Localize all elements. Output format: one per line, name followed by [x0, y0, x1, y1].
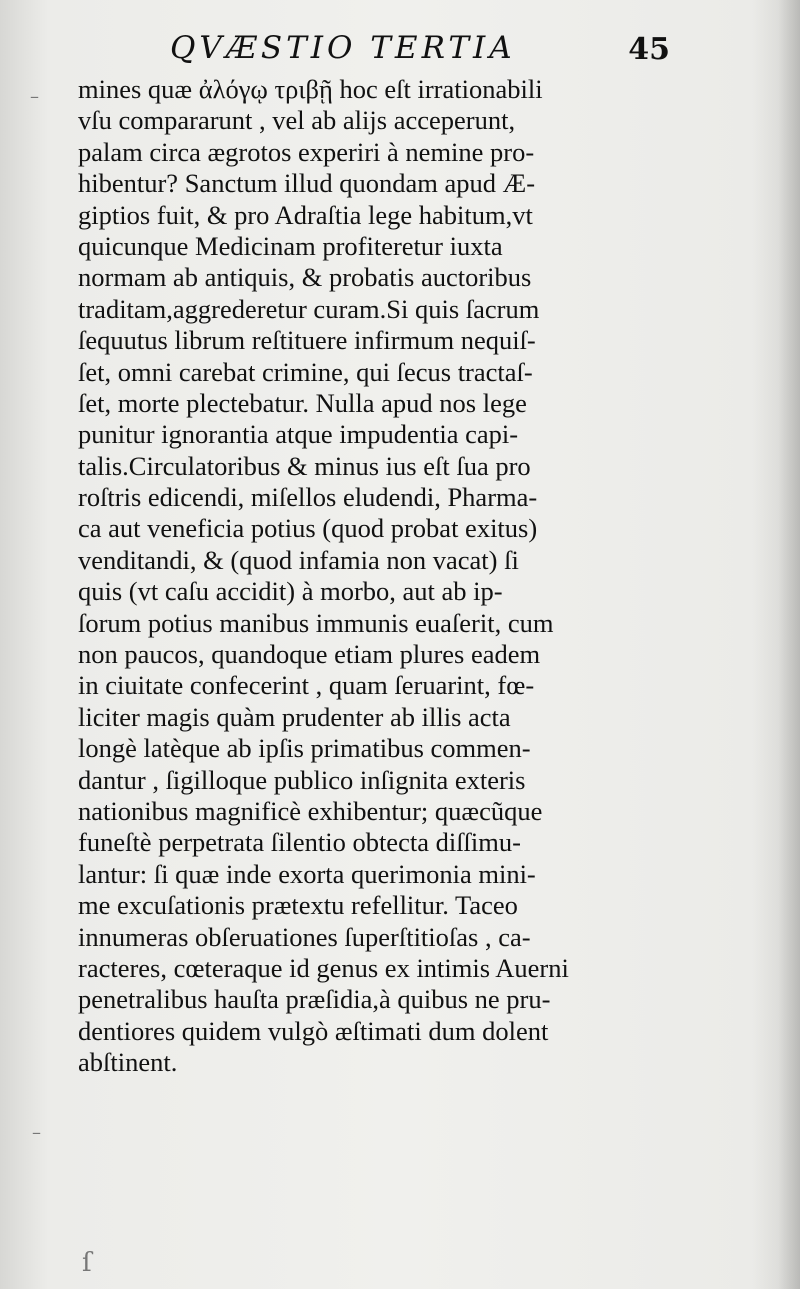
- text-line: innumeras obſeruationes ſuperſtitioſas , ca-: [78, 921, 531, 952]
- text-line: traditam,aggrederetur curam.Si quis ſacrum: [78, 293, 540, 324]
- page-header: [170, 28, 670, 78]
- text-line: nationibus magnificè exhibentur; quæcũque: [78, 795, 543, 826]
- text-line: dantur , ſigilloque publico inſignita exteris: [78, 764, 526, 795]
- text-line: racteres, cœteraque id genus ex intimis Auerni: [78, 952, 569, 983]
- text-line: lantur: ſi quæ inde exorta querimonia mini-: [78, 858, 536, 889]
- text-line: ſorum potius manibus immunis euaſerit, cum: [78, 607, 554, 638]
- text-line: venditandi, & (quod infamia non vacat) ſi: [78, 544, 519, 575]
- text-line: abſtinent.: [78, 1047, 178, 1078]
- text-line: liciter magis quàm prudenter ab illis acta: [78, 701, 511, 732]
- text-line: roſtris edicendi, miſellos eludendi, Pharma-: [78, 482, 538, 513]
- text-line: ſet, morte plectebatur. Nulla apud nos lege: [78, 387, 527, 418]
- text-line: in ciuitate confecerint , quam ſeruarint, fœ-: [78, 670, 535, 701]
- text-line: vſu compararunt , vel ab alijs acceperunt,: [78, 105, 516, 136]
- text-line: me excuſationis prætextu refellitur. Taceo: [78, 890, 518, 921]
- text-line: palam circa ægrotos experiri à nemine pro-: [78, 136, 535, 167]
- margin-mark: –: [32, 1122, 41, 1143]
- margin-mark: ſ: [82, 1248, 92, 1278]
- text-line: ſequutus librum reſtituere infirmum nequiſ-: [78, 325, 536, 356]
- text-line: quicunque Medicinam profiteretur iuxta: [78, 230, 503, 261]
- text-line: dentiores quidem vulgò æſtimati dum dolent: [78, 1015, 549, 1046]
- text-line: punitur ignorantia atque impudentia capi-: [78, 419, 519, 450]
- page-edge-shadow: [778, 0, 800, 1289]
- text-line: ſet, omni carebat crimine, qui ſecus tractaſ-: [78, 356, 533, 387]
- body-text: [78, 74, 658, 1079]
- text-line: funeſtè perpetrata ſilentio obtecta diſſimu-: [78, 827, 521, 858]
- running-title: QVÆSTIO TERTIA: [170, 30, 516, 66]
- text-line: quis (vt caſu accidit) à morbo, aut ab ip-: [78, 576, 503, 607]
- text-line: non paucos, quandoque etiam plures eadem: [78, 639, 541, 670]
- text-line: ca aut veneficia potius (quod probat exitus): [78, 513, 538, 544]
- text-line: giptios fuit, & pro Adraſtia lege habitum,vt: [78, 199, 533, 230]
- text-line: talis.Circulatoribus & minus ius eſt ſua pro: [78, 450, 531, 481]
- text-line: hibentur? Sanctum illud quondam apud Æ-: [78, 168, 536, 199]
- text-line: normam ab antiquis, & probatis auctoribus: [78, 262, 532, 293]
- margin-mark: –: [30, 86, 39, 107]
- page-number: 45: [628, 32, 670, 67]
- text-line: longè latèque ab ipſis primatibus commen-: [78, 733, 531, 764]
- text-line: penetralibus hauſta præſidia,à quibus ne pru-: [78, 984, 551, 1015]
- text-line: mines quæ ἀλόγῳ τριβῇ hoc eſt irrationabili: [78, 74, 543, 104]
